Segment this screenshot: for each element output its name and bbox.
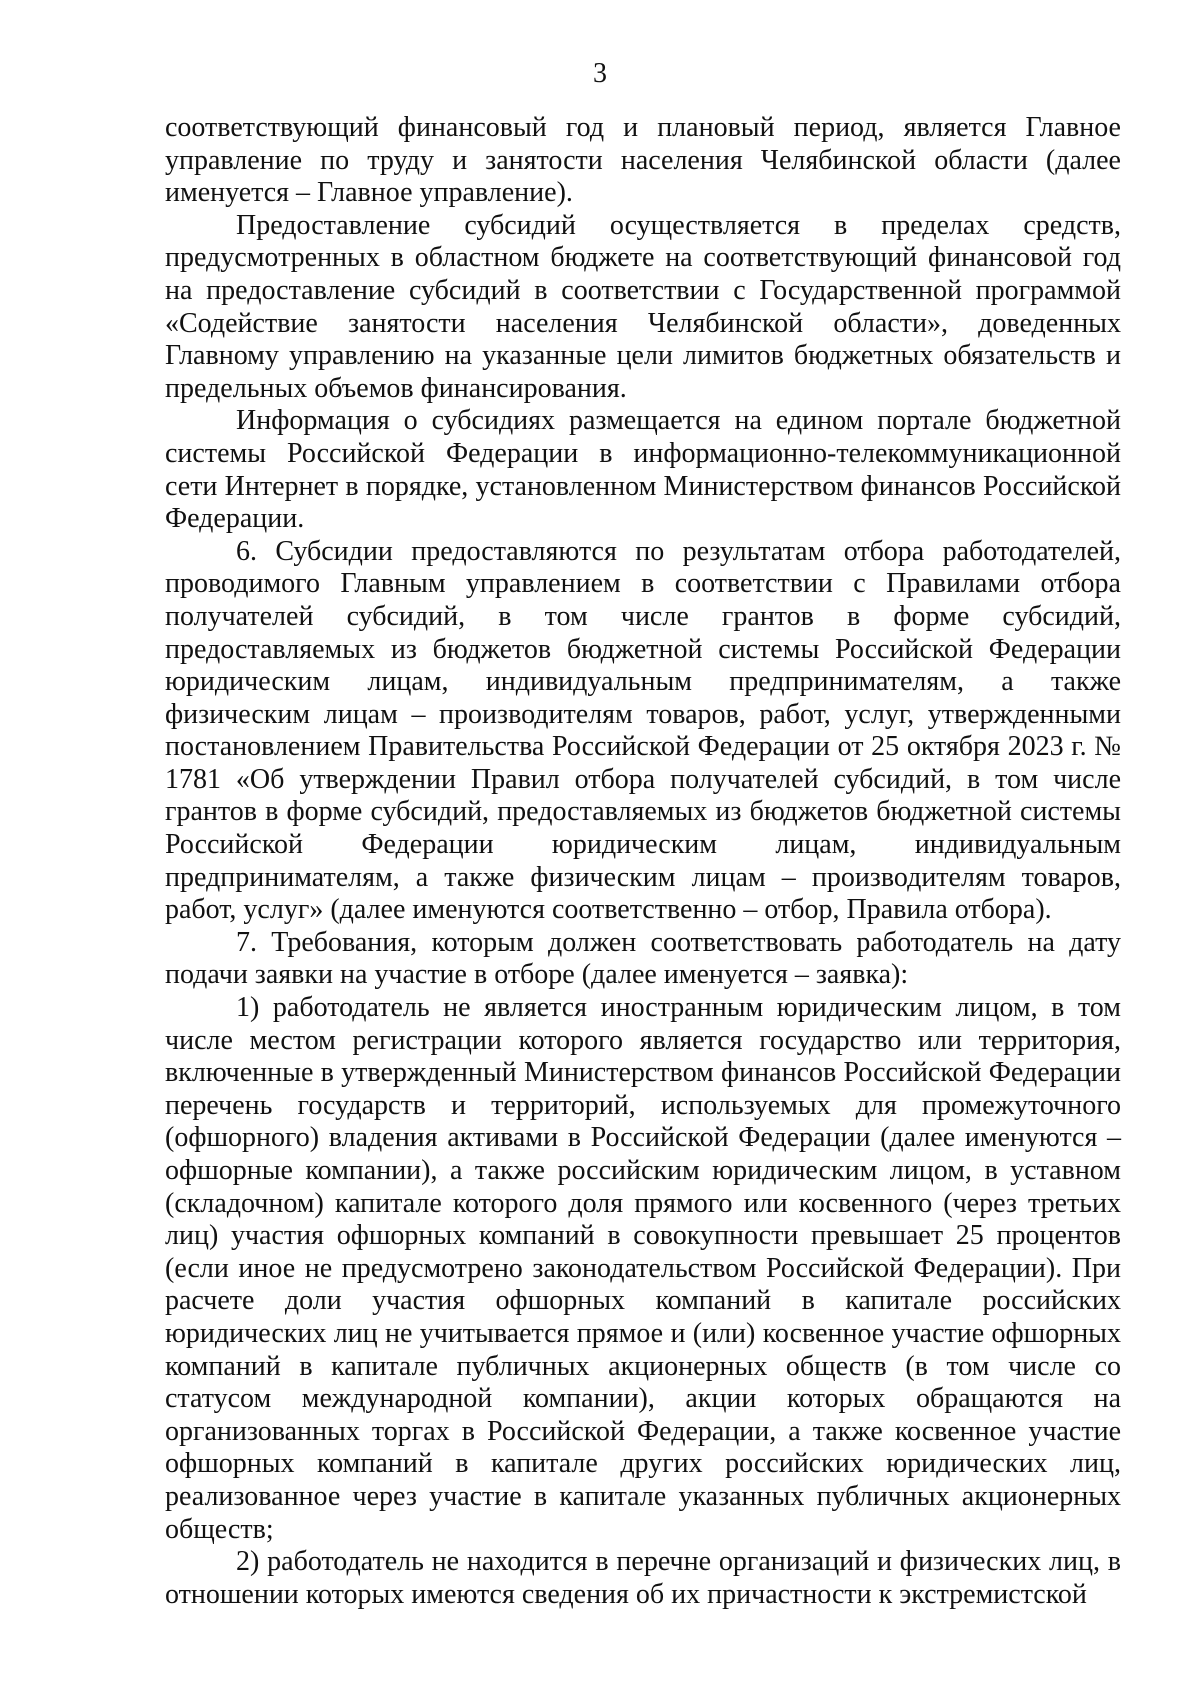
document-body [165, 112, 1121, 1611]
paragraph-item-6-selection: 6. Субсидии предоставляются по результатам отбора работодателей, проводимого Главным управлением в соответствии с Правилами отбора получателей субсидий, в том числе грантов в форме субсидий, предоставляемых из бюджетов бюджетной системы Российской Федерации юридическим лицам, индивидуальным предпринимателям, а также физическим лицам – производителям товаров, работ, услуг, утвержденными постановлением Правительства Российской Федерации от 25 октября 2023 г. № 1781 «Об утверждении Правил отбора получателей субсидий, в том числе грантов в форме субсидий, предоставляемых из бюджетов бюджетной системы Российской Федерации юридическим лицам, индивидуальным предпринимателям, а также физическим лицам – производителям товаров, работ, услуг» (далее именуются соответственно – отбор, Правила отбора). [165, 535, 1121, 926]
paragraph-item-7-requirements: 7. Требования, которым должен соответствовать работодатель на дату подачи заявки на участие в отборе (далее именуется – заявка): [165, 926, 1121, 991]
paragraph-subsidy-information: Информация о субсидиях размещается на едином портале бюджетной системы Российской Федерации в информационно-телекоммуникационной сети Интернет в порядке, установленном Министерством финансов Российской Федерации. [165, 405, 1121, 535]
paragraph-main-office: соответствующий финансовый год и плановый период, является Главное управление по труду и занятости населения Челябинской области (далее именуется – Главное управление). [165, 112, 1121, 209]
paragraph-requirement-2-extremism: 2) работодатель не находится в перечне организаций и физических лиц, в отношении которых имеются сведения об их причастности к экстремистской [165, 1546, 1121, 1610]
paragraph-requirement-1-offshore: 1) работодатель не является иностранным юридическим лицом, в том числе местом регистрации которого является государство или территория, включенные в утвержденный Министерством финансов Российской Федерации перечень государств и территорий, используемых для промежуточного (офшорного) владения активами в Российской Федерации (далее именуются – офшорные компании), а также российским юридическим лицом, в уставном (складочном) капитале которого доля прямого или косвенного (через третьих лиц) участия офшорных компаний в совокупности превышает 25 процентов (если иное не предусмотрено законодательством Российской Федерации). При расчете доли участия офшорных компаний в капитале российских юридических лиц не учитывается прямое и (или) косвенное участие офшорных компаний в капитале публичных акционерных обществ (в том числе со статусом международной компании), акции которых обращаются на организованных торгах в Российской Федерации, а также косвенное участие офшорных компаний в капитале других российских юридических лиц, реализованное через участие в капитале указанных публичных акционерных обществ; [165, 992, 1121, 1545]
page-number: 3 [593, 58, 607, 89]
paragraph-subsidy-provision: Предоставление субсидий осуществляется в пределах средств, предусмотренных в областном бюджете на соответствующий финансовой год на предоставление субсидий в соответствии с Государственной программой «Содействие занятости населения Челябинской области», доведенных Главному управлению на указанные цели лимитов бюджетных обязательств и предельных объемов финансирования. [165, 209, 1121, 404]
